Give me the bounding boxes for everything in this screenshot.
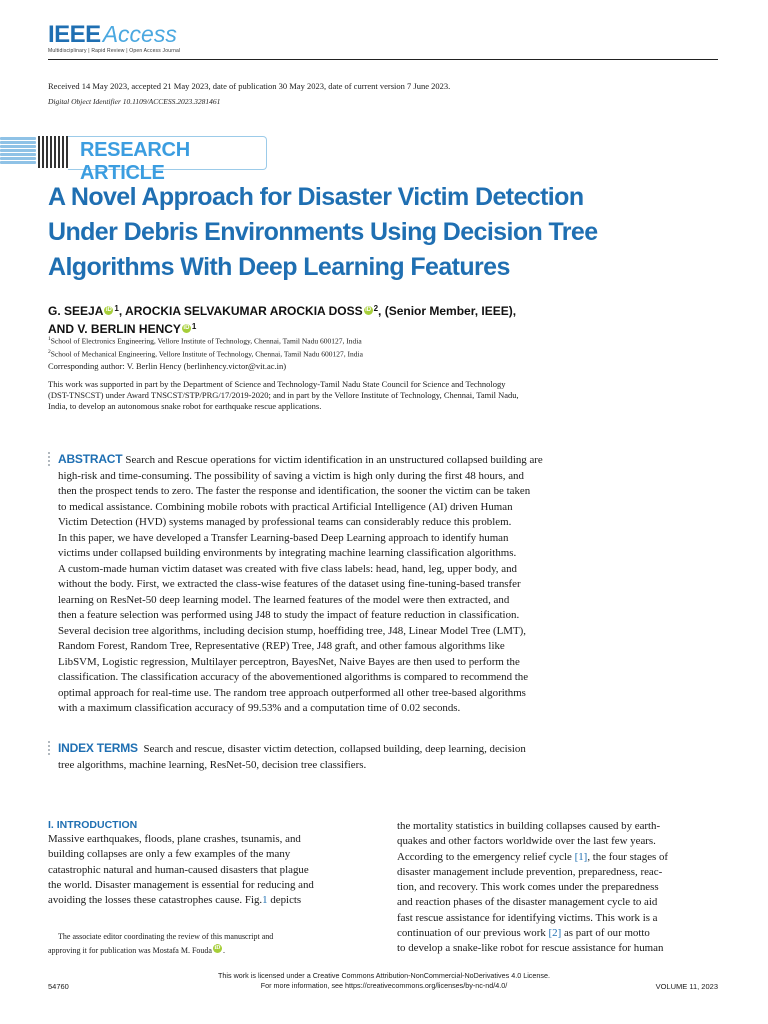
abstract-label: ABSTRACT: [58, 452, 123, 466]
article-type-banner: [0, 132, 270, 184]
title-line: Algorithms With Deep Learning Features: [48, 253, 510, 281]
corresponding-author: Corresponding author: V. Berlin Hency (berlinhency.victor@vit.ac.in): [48, 361, 287, 371]
license-notice: This work is licensed under a Creative Commons Attribution-NonCommercial-NoDerivatives 4.0 License. For more information, see https://creativecommons.org/licenses/by-nc-nd/4.0/: [0, 971, 768, 991]
abstract-line: with a maximum classification accuracy of 99.53% and a computation time of 0.02 seconds.: [58, 702, 461, 714]
logo-ieee-text: IEEE: [48, 21, 101, 48]
abstract-line: Several decision tree algorithms, including decision stump, hoeffiding tree, J48, Linear Model Tree (LMT),: [58, 624, 526, 637]
author-name: AND V. BERLIN HENCY: [48, 322, 181, 336]
section-heading: I. INTRODUCTION: [48, 819, 138, 831]
abstract-line: Random Forest, Random Tree, Representative (REP) Tree, J48 graft, and other famous algorithms like: [58, 640, 505, 652]
index-terms-label: INDEX TERMS: [58, 741, 138, 755]
author-name: , AROCKIA SELVAKUMAR AROCKIA DOSS: [118, 304, 363, 318]
funding-statement: This work was supported in part by the Department of Science and Technology-Tamil Nadu State Council for Science and Technology (DST-TNSCST) under Award TNSCST/STP/PRG/17/2019-2020; and in part by the Vellore Institute of Technology, Chennai, Tamil Nadu, India, to develop an autonomous snake robot for earthquake rescue applications.: [48, 379, 519, 411]
article-type-label: RESEARCH ARTICLE: [80, 139, 190, 184]
author-affil-sup: 2: [373, 304, 379, 313]
figure-ref-link[interactable]: 1: [262, 894, 268, 907]
orcid-icon[interactable]: iD: [183, 325, 190, 331]
abstract-line: LibSVM, Logistic regression, Multilayer perceptron, BayesNet, Naive Bayes are then used to perform the: [58, 655, 520, 668]
ieee-access-logo: [48, 22, 718, 47]
author-membership: , (Senior Member, IEEE),: [378, 304, 517, 318]
header-rule: [48, 59, 718, 60]
abstract-dots-decoration: [48, 452, 51, 468]
abstract-line: optimal approach for real-time use. The random tree approach outperformed all other tree-based algorithms: [58, 686, 526, 699]
abstract-line: Victim Detection (HVD) systems managed by professional teams can considerably reduce this problem.: [58, 516, 512, 528]
journal-header: [48, 22, 718, 60]
doi: Digital Object Identifier 10.1109/ACCESS.2023.3281461: [48, 97, 221, 106]
logo-access-text: Access: [102, 21, 177, 47]
banner-bars-decoration: [38, 136, 68, 168]
abstract-line: classification. The classification accuracy of the abovementioned algorithms is compared to recommend the: [58, 671, 529, 683]
author-affil-sup: 1: [191, 322, 197, 331]
affiliations: [48, 334, 363, 359]
affiliation-item: $^1$School of Electronics Engineering, Vellore Institute of Technology, Chennai, Tamil Nadu 600127, India: [48, 336, 362, 346]
author-name: G. SEEJA: [48, 304, 104, 318]
abstract-line: to medical assistance. Combining mobile robots with practical Artificial Intelligence (AI) driven Human: [58, 500, 513, 513]
title-line: Under Debris Environments Using Decision Tree: [48, 218, 598, 246]
abstract-line: learning on ResNet-50 deep learning model. The learned features of the model were then extracted, and: [58, 593, 510, 606]
banner-lines-decoration: [0, 137, 36, 167]
abstract-line: A custom-made human victim dataset was created with five class labels: head, hand, leg, upper body, and: [58, 562, 517, 575]
abstract: ABSTRACT Search and Rescue operations for victim identification in an unstructured collapsed building are high-risk and time-consuming. The possibility of saving a victim is high only during the first 48 hours, and then the prospect tends to zero. The faster the response and identification, the sooner the victim can be taken to medical assistance. Combining mobile robots with practical Artificial Intelligence (AI) driven Human Victim Detection (HVD) systems managed by professional teams can considerably reduce this problem. In this paper, we have developed a Transfer Learning-based Deep Learning approach to identify human victims under collapsed building environments by integrating machine learning classification algorithms. A custom-made human victim dataset was created with five class labels: head, hand, leg, upper body, and without the body. First, we extracted the class-wise features of the dataset using fine-tuning-based transfer learning on ResNet-50 deep learning model. The learned features of the model were then extracted, and then a feature selection was performed using J48 to study the impact of feature reduction in classification. Several decision tree algorithms, including decision stump, hoeffiding tree, J48, Linear Model Tree (LMT), Random Forest, Random Tree, Representative (REP) Tree, J48 graft, and other famous algorithms like LibSVM, Logistic regression, Multilayer perceptron, BayesNet, Naive Bayes are then used to perform the classification. The classification accuracy of the abovementioned algorithms is compared to recommend the optimal approach for real-time use. The random tree approach outperformed all other tree-based algorithms with a maximum classification accuracy of 99.53% and a computation time of 0.02 seconds.: [58, 452, 628, 717]
author-affil-sup: 1: [114, 304, 119, 313]
abstract-line: high-risk and time-consuming. The possibility of saving a victim is high only during the first 48 hours, and: [58, 469, 524, 482]
citation-link[interactable]: [2]: [548, 927, 562, 940]
volume-label: VOLUME 11, 2023: [655, 982, 718, 991]
orcid-icon[interactable]: iD: [365, 307, 372, 313]
editor-footnote: The associate editor coordinating the review of this manuscript and approving it for publication was Mostafa M. Fouda iD .: [48, 932, 274, 955]
license-link[interactable]: For more information, see https://creativecommons.org/licenses/by-nc-nd/4.0/: [260, 981, 508, 990]
abstract-line: In this paper, we have developed a Transfer Learning-based Deep Learning approach to identify human: [58, 531, 509, 544]
index-dots-decoration: [48, 741, 51, 757]
intro-column-left: I. INTRODUCTION Massive earthquakes, floods, plane crashes, tsunamis, and building collapses are only a few examples of the many catastrophic natural and human-caused disasters that plague the world. Disaster management is essential for reducing and avoiding the losses these catastrophes cause. Fig.1 depicts: [48, 819, 370, 908]
title-line: A Novel Approach for Disaster Victim Detection: [48, 183, 584, 211]
received-dates: Received 14 May 2023, accepted 21 May 2023, date of publication 30 May 2023, date of current version 7 June 2023.: [48, 81, 451, 91]
abstract-line: then the prospect tends to zero. The faster the response and identification, the sooner the victim can be taken: [58, 485, 531, 497]
affiliation-item: $^2$School of Mechanical Engineering, Vellore Institute of Technology, Chennai, Tamil Nadu 600127, India: [48, 348, 363, 358]
index-terms: INDEX TERMS Search and rescue, disaster victim detection, collapsed building, deep learning, decision tree algorithms, machine learning, ResNet-50, decision tree classifiers.: [58, 741, 526, 771]
page-number: 54760: [48, 982, 69, 991]
abstract-line: without the body. First, we extracted the class-wise features of the dataset using fine-tuning-based transfer: [58, 578, 521, 590]
journal-tagline: Multidisciplinary | Rapid Review | Open Access Journal: [48, 48, 181, 54]
abstract-line: victims under collapsed building environments by integrating machine learning classification algorithms.: [58, 547, 517, 559]
citation-link[interactable]: [1]: [574, 850, 588, 863]
author-list: [48, 301, 708, 337]
orcid-icon[interactable]: iD: [105, 307, 112, 313]
article-title: [48, 180, 688, 285]
orcid-icon[interactable]: iD: [214, 945, 221, 951]
intro-column-right: the mortality statistics in building collapses caused by earth- quakes and other factors worldwide over the last few years. According to the emergency relief cycle [1], the four stages of disaster management include prevention, preparedness, reac- tion, and recovery. This work comes under the preparedness and reaction phases of the disaster management cycle to aid fast rescue assistance for identifying victims. This work is a continuation of our previous work [2] as part of our motto to develop a snake-like robot for rescue assistance for human: [397, 820, 669, 955]
abstract-line: then a feature selection was performed using J48 to study the impact of feature reduction in classification.: [58, 609, 520, 621]
